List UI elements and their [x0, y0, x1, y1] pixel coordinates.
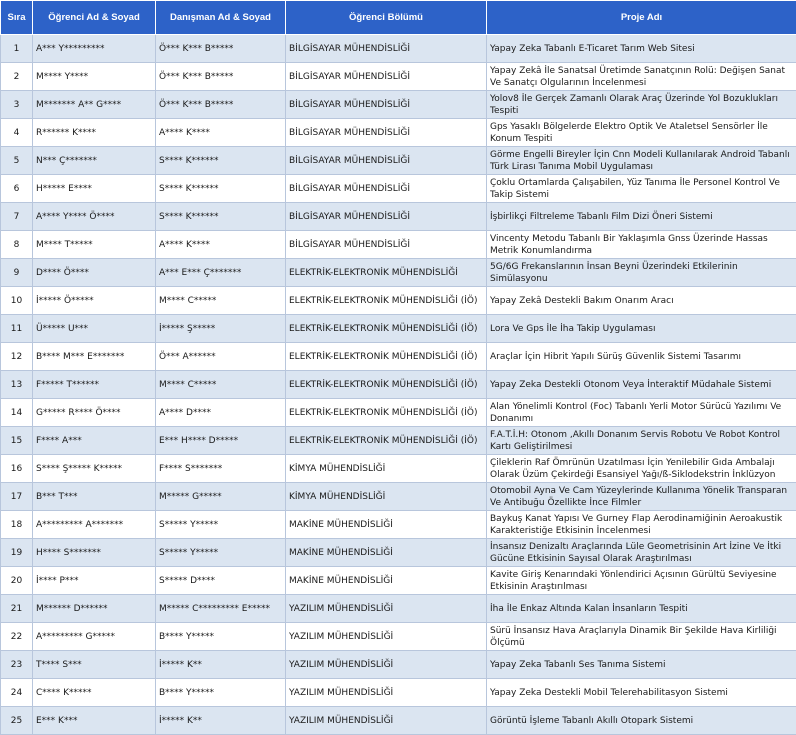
department-cell: BİLGİSAYAR MÜHENDİSLİĞİ: [286, 35, 487, 63]
student-name-cell: M****** D******: [33, 595, 156, 623]
department-cell: BİLGİSAYAR MÜHENDİSLİĞİ: [286, 147, 487, 175]
department-cell: YAZILIM MÜHENDİSLİĞİ: [286, 623, 487, 651]
department-cell: KİMYA MÜHENDİSLİĞİ: [286, 483, 487, 511]
project-name-cell: Gps Yasaklı Bölgelerde Elektro Optik Ve Ataletsel Sensörler İle Konum Tespiti: [487, 119, 796, 147]
advisor-name-cell: Ö*** A******: [156, 343, 286, 371]
project-name-cell: İşbirlikçi Filtreleme Tabanlı Film Dizi Öneri Sistemi: [487, 203, 796, 231]
student-name-cell: F***** T******: [33, 371, 156, 399]
department-cell: BİLGİSAYAR MÜHENDİSLİĞİ: [286, 203, 487, 231]
student-name-cell: İ**** P***: [33, 567, 156, 595]
table-row: [1, 371, 796, 399]
department-cell: BİLGİSAYAR MÜHENDİSLİĞİ: [286, 231, 487, 259]
row-number-cell: 22: [1, 623, 33, 651]
row-number-cell: 24: [1, 679, 33, 707]
table-row: [1, 287, 796, 315]
row-number-cell: 8: [1, 231, 33, 259]
student-name-cell: A**** Y**** Ö****: [33, 203, 156, 231]
project-name-cell: Yapay Zeka Tabanlı E-Ticaret Tarım Web Sitesi: [487, 35, 796, 63]
row-number-cell: 13: [1, 371, 33, 399]
row-number-cell: 21: [1, 595, 33, 623]
table-row: [1, 231, 796, 259]
row-number-cell: 2: [1, 63, 33, 91]
project-name-cell: Vincenty Metodu Tabanlı Bir Yaklaşımla Gnss Üzerinde Hassas Metrik Konumlandırma: [487, 231, 796, 259]
table-row: [1, 119, 796, 147]
department-cell: YAZILIM MÜHENDİSLİĞİ: [286, 707, 487, 735]
row-number-cell: 10: [1, 287, 33, 315]
department-cell: YAZILIM MÜHENDİSLİĞİ: [286, 651, 487, 679]
advisor-name-cell: S***** Y*****: [156, 539, 286, 567]
table-row: [1, 147, 796, 175]
table-body: [1, 35, 796, 735]
table-row: [1, 427, 796, 455]
row-number-cell: 25: [1, 707, 33, 735]
header-sira: Sıra: [1, 1, 33, 35]
row-number-cell: 1: [1, 35, 33, 63]
student-name-cell: M**** Y****: [33, 63, 156, 91]
department-cell: BİLGİSAYAR MÜHENDİSLİĞİ: [286, 91, 487, 119]
student-name-cell: F**** A***: [33, 427, 156, 455]
advisor-name-cell: B**** Y*****: [156, 679, 286, 707]
project-name-cell: Görüntü İşleme Tabanlı Akıllı Otopark Sistemi: [487, 707, 796, 735]
advisor-name-cell: S**** K******: [156, 203, 286, 231]
header-project-name: Proje Adı: [487, 1, 796, 35]
student-name-cell: A********* G*****: [33, 623, 156, 651]
student-name-cell: D**** Ö****: [33, 259, 156, 287]
advisor-name-cell: E*** H**** D*****: [156, 427, 286, 455]
advisor-name-cell: Ö*** K*** B*****: [156, 91, 286, 119]
project-name-cell: Otomobil Ayna Ve Cam Yüzeylerinde Kullanıma Yönelik Transparan Ve Antibuğu Özellikte İnce Filmler: [487, 483, 796, 511]
table-row: [1, 679, 796, 707]
student-name-cell: B*** T***: [33, 483, 156, 511]
project-name-cell: Lora Ve Gps İle İha Takip Uygulaması: [487, 315, 796, 343]
project-name-cell: Yapay Zeka Tabanlı Ses Tanıma Sistemi: [487, 651, 796, 679]
table-row: [1, 455, 796, 483]
table-row: [1, 511, 796, 539]
department-cell: YAZILIM MÜHENDİSLİĞİ: [286, 595, 487, 623]
project-name-cell: F.A.T.İ.H: Otonom ,Akıllı Donanım Servis Robotu Ve Robot Kontrol Kartı Geliştirilmesi: [487, 427, 796, 455]
row-number-cell: 16: [1, 455, 33, 483]
department-cell: MAKİNE MÜHENDİSLİĞİ: [286, 539, 487, 567]
header-row: [1, 1, 796, 35]
student-name-cell: Ü***** U***: [33, 315, 156, 343]
table-row: [1, 175, 796, 203]
row-number-cell: 17: [1, 483, 33, 511]
table-row: [1, 315, 796, 343]
advisor-name-cell: Ö*** K*** B*****: [156, 63, 286, 91]
table-row: [1, 259, 796, 287]
department-cell: MAKİNE MÜHENDİSLİĞİ: [286, 511, 487, 539]
project-name-cell: İha İle Enkaz Altında Kalan İnsanların Tespiti: [487, 595, 796, 623]
advisor-name-cell: A**** D****: [156, 399, 286, 427]
advisor-name-cell: M**** C*****: [156, 287, 286, 315]
student-name-cell: A********* A*******: [33, 511, 156, 539]
department-cell: ELEKTRİK-ELEKTRONİK MÜHENDİSLİĞİ (İÖ): [286, 315, 487, 343]
project-name-cell: Araçlar İçin Hibrit Yapılı Sürüş Güvenlik Sistemi Tasarımı: [487, 343, 796, 371]
table-row: [1, 399, 796, 427]
row-number-cell: 4: [1, 119, 33, 147]
student-name-cell: H***** E****: [33, 175, 156, 203]
advisor-name-cell: S***** Y*****: [156, 511, 286, 539]
department-cell: BİLGİSAYAR MÜHENDİSLİĞİ: [286, 119, 487, 147]
project-name-cell: Baykuş Kanat Yapısı Ve Gurney Flap Aerodinamiğinin Aeroakustik Karakteristiğe Etkisinin İncelenmesi: [487, 511, 796, 539]
table-row: [1, 483, 796, 511]
table-row: [1, 623, 796, 651]
department-cell: BİLGİSAYAR MÜHENDİSLİĞİ: [286, 63, 487, 91]
student-name-cell: S**** Ş***** K*****: [33, 455, 156, 483]
student-name-cell: C**** K*****: [33, 679, 156, 707]
project-name-cell: Sürü İnsansız Hava Araçlarıyla Dinamik Bir Şekilde Hava Kirliliği Ölçümü: [487, 623, 796, 651]
row-number-cell: 23: [1, 651, 33, 679]
department-cell: YAZILIM MÜHENDİSLİĞİ: [286, 679, 487, 707]
row-number-cell: 7: [1, 203, 33, 231]
project-name-cell: 5G/6G Frekanslarının İnsan Beyni Üzerindeki Etkilerinin Simülasyonu: [487, 259, 796, 287]
department-cell: ELEKTRİK-ELEKTRONİK MÜHENDİSLİĞİ (İÖ): [286, 287, 487, 315]
table-row: [1, 707, 796, 735]
row-number-cell: 18: [1, 511, 33, 539]
project-name-cell: Alan Yönelimli Kontrol (Foc) Tabanlı Yerli Motor Sürücü Yazılımı Ve Donanımı: [487, 399, 796, 427]
table-row: [1, 595, 796, 623]
department-cell: MAKİNE MÜHENDİSLİĞİ: [286, 567, 487, 595]
student-name-cell: E*** K***: [33, 707, 156, 735]
project-name-cell: Kavite Giriş Kenarındaki Yönlendirici Açısının Gürültü Seviyesine Etkisinin Araştırılması: [487, 567, 796, 595]
project-name-cell: İnsansız Denizaltı Araçlarında Lüle Geometrisinin Art İzine Ve İtki Gücüne Etkisinin Sayısal Olarak Araştırılması: [487, 539, 796, 567]
row-number-cell: 20: [1, 567, 33, 595]
row-number-cell: 6: [1, 175, 33, 203]
student-name-cell: N*** Ç*******: [33, 147, 156, 175]
table-row: [1, 35, 796, 63]
advisor-name-cell: B**** Y*****: [156, 623, 286, 651]
advisor-name-cell: M***** G*****: [156, 483, 286, 511]
table-row: [1, 343, 796, 371]
student-name-cell: A*** Y*********: [33, 35, 156, 63]
row-number-cell: 14: [1, 399, 33, 427]
department-cell: BİLGİSAYAR MÜHENDİSLİĞİ: [286, 175, 487, 203]
project-name-cell: Yapay Zeka Destekli Mobil Telerehabilitasyon Sistemi: [487, 679, 796, 707]
student-name-cell: T**** S***: [33, 651, 156, 679]
row-number-cell: 11: [1, 315, 33, 343]
department-cell: ELEKTRİK-ELEKTRONİK MÜHENDİSLİĞİ (İÖ): [286, 427, 487, 455]
table-row: [1, 91, 796, 119]
advisor-name-cell: A**** K****: [156, 119, 286, 147]
advisor-name-cell: İ***** K**: [156, 651, 286, 679]
department-cell: ELEKTRİK-ELEKTRONİK MÜHENDİSLİĞİ (İÖ): [286, 371, 487, 399]
project-name-cell: Çoklu Ortamlarda Çalışabilen, Yüz Tanıma İle Personel Kontrol Ve Takip Sistemi: [487, 175, 796, 203]
row-number-cell: 15: [1, 427, 33, 455]
header-department: Öğrenci Bölümü: [286, 1, 487, 35]
table-row: [1, 63, 796, 91]
department-cell: ELEKTRİK-ELEKTRONİK MÜHENDİSLİĞİ (İÖ): [286, 343, 487, 371]
advisor-name-cell: M***** C********* E*****: [156, 595, 286, 623]
student-name-cell: İ***** Ö*****: [33, 287, 156, 315]
student-name-cell: B**** M*** E*******: [33, 343, 156, 371]
table-row: [1, 203, 796, 231]
header-advisor-name: Danışman Ad & Soyad: [156, 1, 286, 35]
advisor-name-cell: S***** D****: [156, 567, 286, 595]
advisor-name-cell: İ***** K**: [156, 707, 286, 735]
advisor-name-cell: M**** C*****: [156, 371, 286, 399]
row-number-cell: 9: [1, 259, 33, 287]
advisor-name-cell: F**** S*******: [156, 455, 286, 483]
advisor-name-cell: S**** K******: [156, 175, 286, 203]
table-row: [1, 651, 796, 679]
student-name-cell: G***** R**** Ö****: [33, 399, 156, 427]
table-row: [1, 539, 796, 567]
table-row: [1, 567, 796, 595]
row-number-cell: 5: [1, 147, 33, 175]
advisor-name-cell: A*** E*** Ç*******: [156, 259, 286, 287]
student-name-cell: R****** K****: [33, 119, 156, 147]
project-name-cell: Yapay Zekâ Destekli Bakım Onarım Aracı: [487, 287, 796, 315]
row-number-cell: 12: [1, 343, 33, 371]
project-name-cell: Yolov8 İle Gerçek Zamanlı Olarak Araç Üzerinde Yol Bozuklukları Tespiti: [487, 91, 796, 119]
department-cell: KİMYA MÜHENDİSLİĞİ: [286, 455, 487, 483]
header-student-name: Öğrenci Ad & Soyad: [33, 1, 156, 35]
student-name-cell: H**** S*******: [33, 539, 156, 567]
project-name-cell: Yapay Zekâ İle Sanatsal Üretimde Sanatçının Rolü: Değişen Sanat Ve Sanatçı Olgularının İncelenmesi: [487, 63, 796, 91]
advisor-name-cell: İ***** Ş*****: [156, 315, 286, 343]
department-cell: ELEKTRİK-ELEKTRONİK MÜHENDİSLİĞİ (İÖ): [286, 399, 487, 427]
student-name-cell: M**** T*****: [33, 231, 156, 259]
project-name-cell: Çileklerin Raf Ömrünün Uzatılması İçin Yenilebilir Gıda Ambalajı Olarak Üzüm Çekirdeği Esansiyel Yağı/ß-Siklodekstrin İnklüzyon: [487, 455, 796, 483]
advisor-name-cell: A**** K****: [156, 231, 286, 259]
row-number-cell: 3: [1, 91, 33, 119]
advisor-name-cell: Ö*** K*** B*****: [156, 35, 286, 63]
project-name-cell: Yapay Zeka Destekli Otonom Veya İnteraktif Müdahale Sistemi: [487, 371, 796, 399]
advisor-name-cell: S**** K******: [156, 147, 286, 175]
student-name-cell: M******* A** G****: [33, 91, 156, 119]
project-name-cell: Görme Engelli Bireyler İçin Cnn Modeli Kullanılarak Android Tabanlı Türk Lirası Tanıma Mobil Uygulaması: [487, 147, 796, 175]
department-cell: ELEKTRİK-ELEKTRONİK MÜHENDİSLİĞİ: [286, 259, 487, 287]
row-number-cell: 19: [1, 539, 33, 567]
